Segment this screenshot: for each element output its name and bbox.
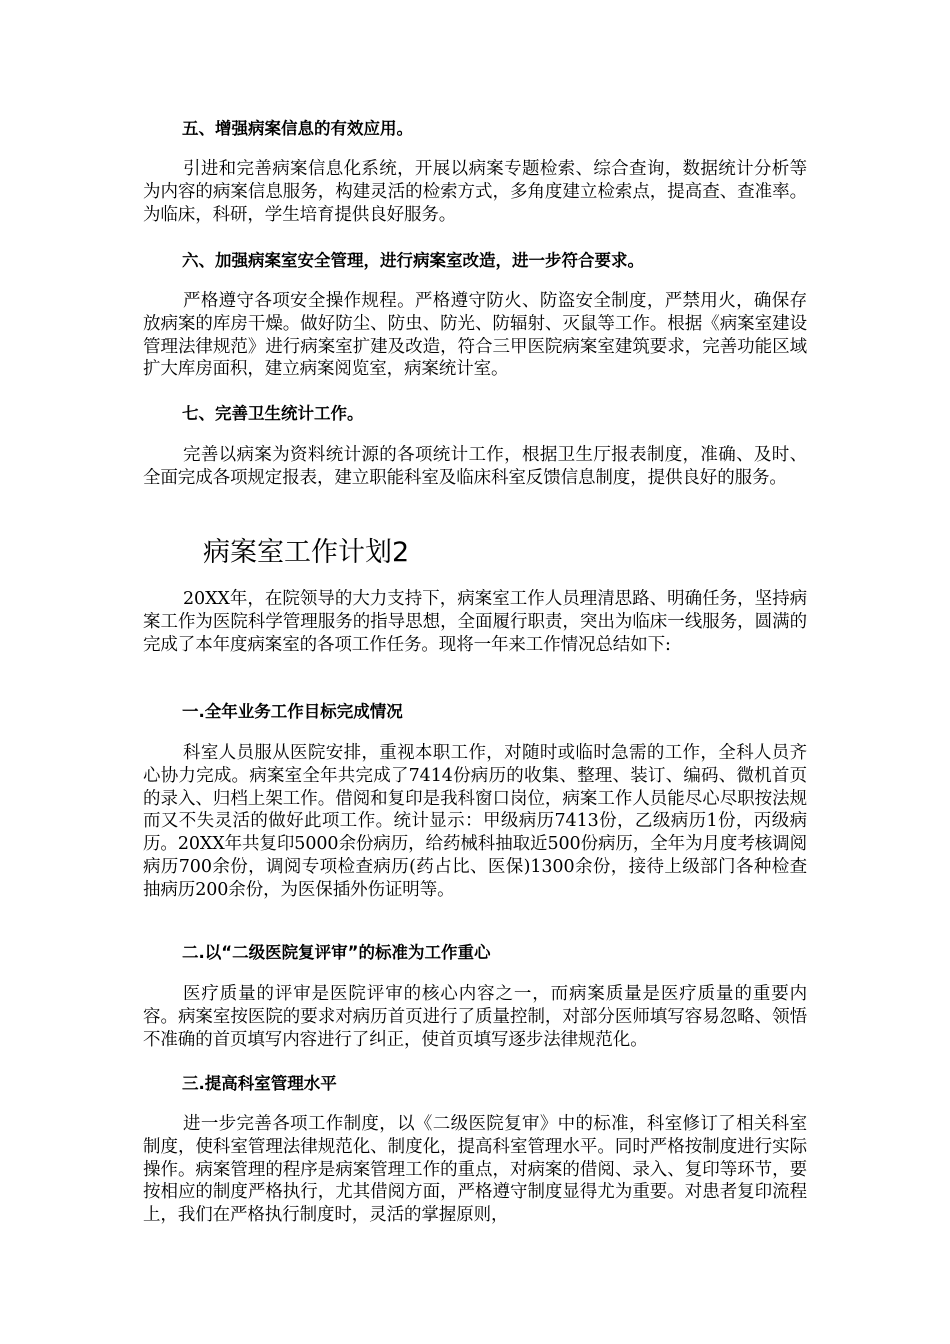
section-heading-5: 五、增强病案信息的有效应用。 — [182, 119, 413, 138]
section-heading-7: 七、完善卫生统计工作。 — [182, 404, 364, 423]
section-paragraph-7: 完善以病案为资料统计源的各项统计工作，根据卫生厅报表制度，准确、及时、全面完成各项规定报表，建立职能科室及临床科室反馈信息制度，提供良好的服务。 — [143, 445, 807, 488]
heading-business-goals: 一.全年业务工作目标完成情况 — [182, 702, 403, 721]
document-title: 病案室工作计划2 — [203, 537, 410, 568]
heading-review-standard: 二.以“二级医院复评审”的标准为工作重心 — [182, 943, 491, 962]
section-paragraph-5: 引进和完善病案信息化系统，开展以病案专题检索、综合查询，数据统计分析等为内容的病案信息服务，构建灵活的检索方式，多角度建立检索点，提高查、查准率。为临床，科研，学生培育提供良好服务。 — [143, 159, 807, 225]
section-paragraph-6: 严格遵守各项安全操作规程。严格遵守防火、防盗安全制度，严禁用火，确保存放病案的库房干燥。做好防尘、防虫、防光、防辐射、灭鼠等工作。根据《病案室建设管理法律规范》进行病案室扩建及改造，符合三甲医院病案室建筑要求，完善功能区域扩大库房面积，建立病案阅览室，病案统计室。 — [143, 291, 807, 380]
paragraph-management-level: 进一步完善各项工作制度，以《二级医院复审》中的标准，科室修订了相关科室制度，使科室管理法律规范化、制度化，提高科室管理水平。同时严格按制度进行实际操作。病案管理的程序是病案管理工作的重点，对病案的借阅、录入、复印等环节，要按相应的制度严格执行，尤其借阅方面，严格遵守制度显得尤为重要。对患者复印流程上，我们在严格执行制度时，灵活的掌握原则， — [143, 1114, 807, 1226]
heading-management-level: 三.提高科室管理水平 — [182, 1074, 337, 1093]
paragraph-review-standard: 医疗质量的评审是医院评审的核心内容之一，而病案质量是医疗质量的重要内容。病案室按医院的要求对病历首页进行了质量控制，对部分医师填写容易忽略、领悟不准确的首页填写内容进行了纠正，使首页填写逐步法律规范化。 — [143, 984, 807, 1050]
intro-paragraph: 20XX年，在院领导的大力支持下，病案室工作人员理清思路、明确任务，坚持病案工作为医院科学管理服务的指导思想，全面履行职责，突出为临床一线服务，圆满的完成了本年度病案室的各项工作任务。现将一年来工作情况总结如下: — [143, 589, 807, 655]
section-heading-6: 六、加强病案室安全管理，进行病案室改造，进一步符合要求。 — [182, 251, 644, 270]
paragraph-business-goals: 科室人员服从医院安排，重视本职工作，对随时或临时急需的工作，全科人员齐心协力完成。病案室全年共完成了7414份病历的收集、整理、装订、编码、微机首页的录入、归档上架工作。借阅和复印是我科窗口岗位，病案工作人员能尽心尽职按法规而又不失灵活的做好此项工作。统计显示：甲级病历7413份，乙级病历1份，丙级病历。20XX年共复印5000余份病历，给药械科抽取近500份病历，全年为月度考核调阅病历700余份，调阅专项检查病历(药占比、医保)1300余份，接待上级部门各种检查抽病历200余份，为医保插外伤证明等。 — [143, 743, 807, 900]
